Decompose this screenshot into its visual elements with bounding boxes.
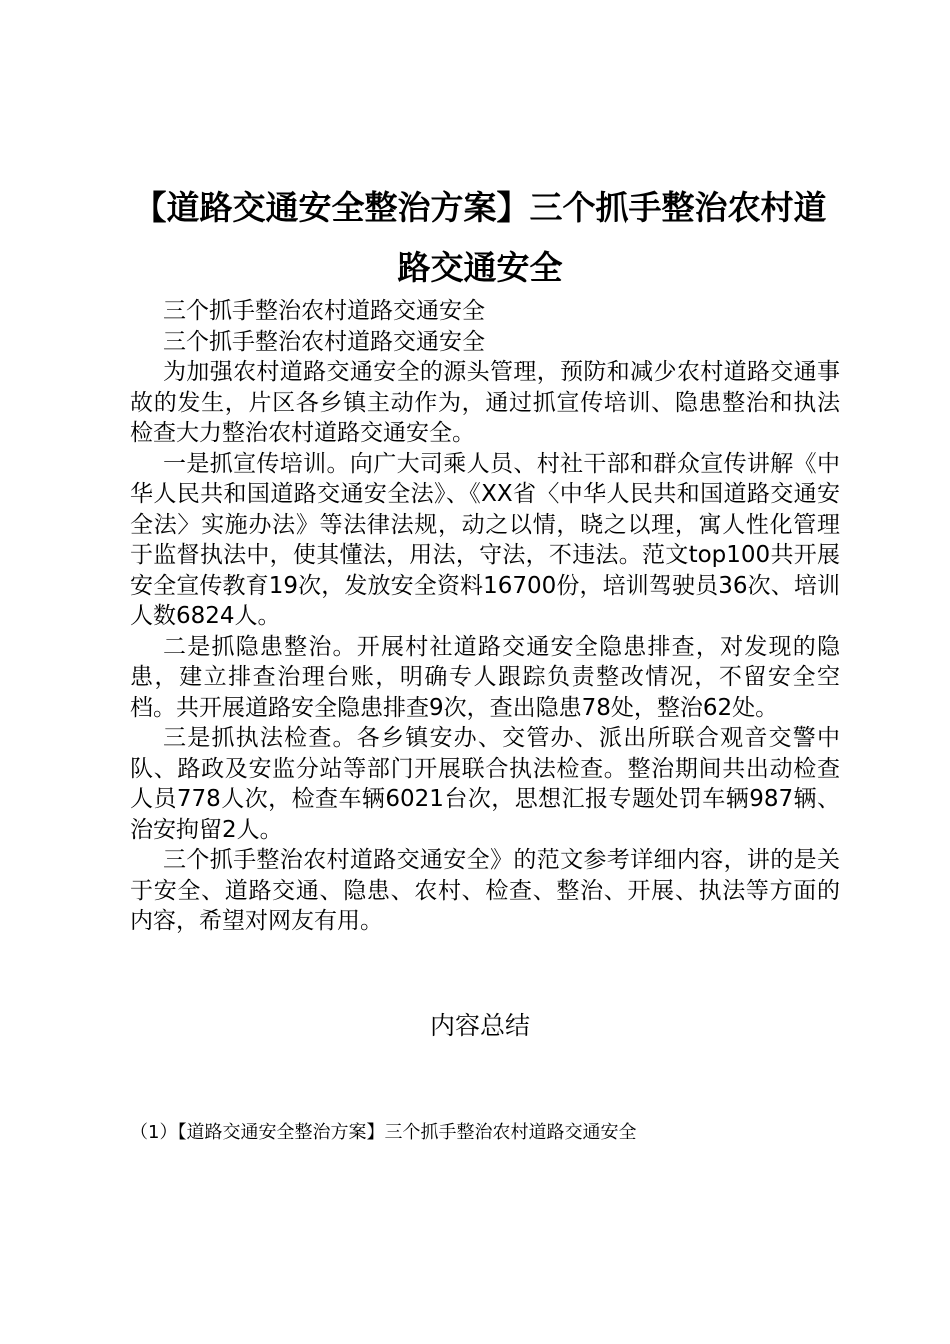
document-body: [130, 296, 840, 937]
summary-item: （1）【道路交通安全整治方案】三个抓手整治农村道路交通安全: [130, 1122, 637, 1143]
publicity-training-paragraph: 一是抓宣传培训。向广大司乘人员、村社干部和群众宣传讲解《中华人民共和国道路交通安全法》、《XX省〈中华人民共和国道路交通安全法〉实施办法》等法律法规，动之以情，晓之以理，寓人性化管理于监督执法中，使其懂法，用法，守法，不违法。范文top100共开展安全宣传教育19次，发放安全资料16700份，培训驾驶员36次、培训人数6824人。: [130, 450, 840, 629]
subtitle-line: 三个抓手整治农村道路交通安全: [163, 298, 485, 324]
summary-heading: 内容总结: [429, 1011, 530, 1040]
document-title: 【道路交通安全整治方案】三个抓手整治农村道路交通安全: [133, 188, 827, 287]
subtitle-line: 三个抓手整治农村道路交通安全: [163, 328, 485, 355]
intro-paragraph: 为加强农村道路交通安全的源头管理，预防和减少农村道路交通事故的发生，片区各乡镇主动作为，通过抓宣传培训、隐患整治和执法检查大力整治农村道路交通安全。: [130, 359, 840, 446]
law-enforcement-paragraph: 三是抓执法检查。各乡镇安办、交管办、派出所联合观音交警中队、路政及安监分站等部门开展联合执法检查。整治期间共出动检查人员778人次，检查车辆6021台次，思想汇报专题处罚车辆987辆、治安拘留2人。: [130, 725, 840, 843]
hazard-rectification-paragraph: 二是抓隐患整治。开展村社道路交通安全隐患排查，对发现的隐患，建立排查治理台账，明确专人跟踪负责整改情况，不留安全空档。共开展道路安全隐患排查9次，查出隐患78处，整治62处。: [130, 633, 840, 721]
closing-paragraph: 三个抓手整治农村道路交通安全》的范文参考详细内容，讲的是关于安全、道路交通、隐患、农村、检查、整治、开展、执法等方面的内容，希望对网友有用。: [130, 847, 840, 934]
